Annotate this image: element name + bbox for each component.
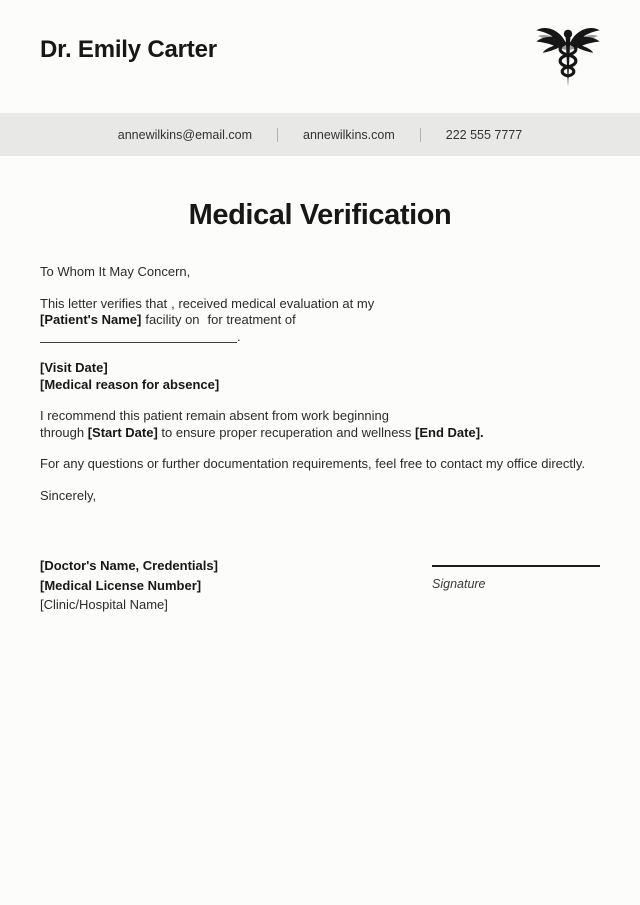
blank-treatment-line bbox=[40, 338, 237, 343]
salutation: To Whom It May Concern, bbox=[40, 264, 191, 279]
placeholder-block bbox=[40, 360, 600, 393]
letter-body bbox=[0, 198, 640, 615]
paragraph-contact-office: For any questions or further documentation requirements, feel free to contact my office directly. bbox=[40, 456, 586, 471]
paragraph-verification bbox=[40, 296, 600, 346]
caduceus-icon bbox=[532, 22, 604, 92]
verify-text-1: This letter verifies that bbox=[40, 295, 168, 311]
verify-text-2: , received medical evaluation at my bbox=[171, 295, 375, 311]
placeholder-start-date: [Start Date] bbox=[87, 424, 158, 440]
signature-label: Signature bbox=[432, 577, 486, 591]
recommend-text-1: I recommend this patient remain absent from work beginning bbox=[40, 408, 390, 423]
closing: Sincerely, bbox=[40, 487, 97, 503]
letterhead bbox=[0, 0, 640, 113]
signature-line bbox=[432, 565, 600, 567]
placeholder-patient-name: [Patient's Name] bbox=[40, 312, 142, 327]
clinic-name-line: [Clinic/Hospital Name] bbox=[40, 597, 168, 612]
signoff-block bbox=[40, 556, 218, 615]
placeholder-end-date: [End Date]. bbox=[415, 424, 484, 440]
contact-phone: 222 555 7777 bbox=[445, 127, 523, 142]
placeholder-visit-date: [Visit Date] bbox=[40, 360, 108, 375]
placeholder-medical-reason: [Medical reason for absence] bbox=[40, 376, 220, 392]
signoff-section bbox=[40, 556, 600, 615]
verify-text-4: for treatment of bbox=[207, 312, 296, 327]
license-number-line: [Medical License Number] bbox=[40, 577, 202, 593]
paragraph-recommendation bbox=[40, 408, 600, 441]
verify-text-3: facility on bbox=[145, 312, 200, 327]
doctor-name: Dr. Emily Carter bbox=[40, 36, 217, 63]
verify-text-5: . bbox=[237, 328, 241, 344]
recommend-text-2: through bbox=[40, 424, 88, 440]
doctor-credentials-line: [Doctor's Name, Credentials] bbox=[40, 558, 218, 573]
contact-bar bbox=[0, 113, 640, 156]
separator bbox=[420, 128, 421, 142]
contact-email: annewilkins@email.com bbox=[117, 127, 253, 142]
separator bbox=[277, 128, 278, 142]
letter-title: Medical Verification bbox=[188, 199, 452, 231]
signature-area bbox=[432, 556, 600, 615]
recommend-text-3: to ensure proper recuperation and wellness bbox=[157, 424, 416, 440]
contact-website: annewilkins.com bbox=[303, 127, 395, 142]
